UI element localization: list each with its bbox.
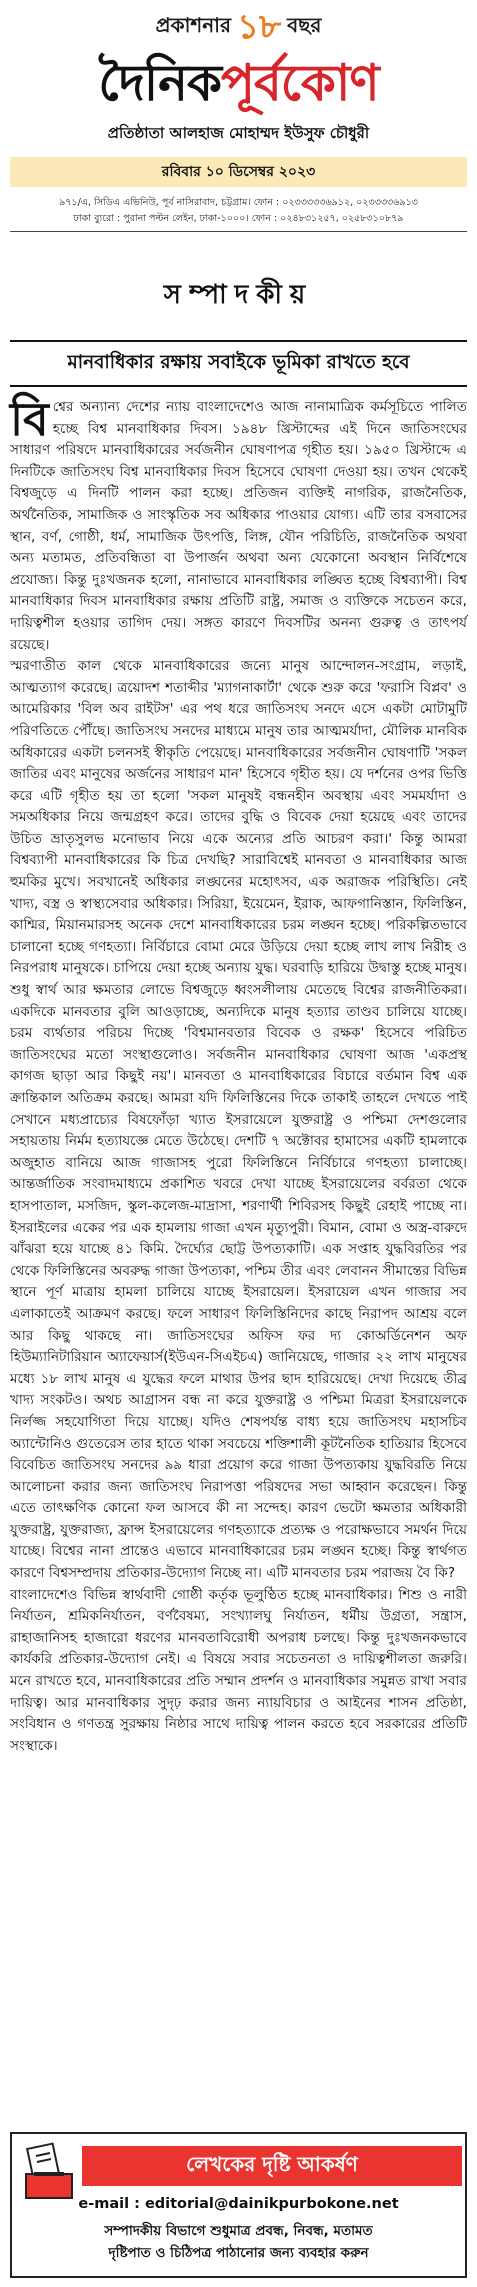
paragraph-text: শ্বের অন্যান্য দেশের ন্যায় বাংলাদেশেও আজ নানামাত্রিক কর্মসূচিতে পালিত হচ্ছে বিশ্ব মানবাধিকার দিবস। ১৯৪৮ খ্রিস্টাব্দের এই দিনে জাতিসংঘের সাধারণ পরিষদে মানবাধিকারের সর্বজনীন ঘোষণাপত্র গৃহীত হয়। ১৯৫০ খ্রিস্টাব্দে এ দিনটিকে জাতিসংঘ বিশ্ব মানবাধিকার দিবস হিসেবে ঘোষণা দেওয়া হয়। তখন থেকেই বিশ্বজুড়ে এ দিনটি পালন করা হচ্ছে। প্রতিজন ব্যক্তিই নাগরিক, রাজনৈতিক, অর্থনৈতিক, সামাজিক ও সাংস্কৃতিক সব অধিকার পাওয়ার যোগ্য। এটি তার বসবাসের স্থান, বর্ণ, গোষ্ঠী, ধর্ম, সামাজিক উৎপত্তি, লিঙ্গ, যৌন পরিচিতি, রাজনৈতিক অথবা অন্য মতামত, প্রতিবন্ধিতা বা উপার্জন অথবা অন্য যেকোনো অবস্থান নির্বিশেষে প্রযোজ্য। কিন্তু দুঃখজনক হলো, নানাভাবে মানবাধিকার লঙ্ঘিত হচ্ছে বিশ্বব্যাপী। বিশ্ব মানবাধিকার দিবস মানবাধিকার রক্ষায় প্রতিটি রাষ্ট্র, সমাজ ও ব্যক্তিকে সচেতন করে, দায়িত্বশীল হওয়ার তাগিদ দেয়। সঙ্গত কারণে দিবসটির অনন্য গুরুত্ব ও তাৎপর্য রয়েছে। — [10, 399, 467, 653]
paragraph — [10, 392, 467, 656]
notice-line: সম্পাদকীয় বিভাগে শুধুমাত্র প্রবন্ধ, নিবন্ধ, মতামত — [104, 2223, 373, 2239]
anniversary-suffix: বছর — [287, 12, 322, 37]
writer-notice-box — [10, 2132, 467, 2278]
logo-word-purbokone: পূর্বকোণ — [221, 54, 379, 112]
paragraph: স্মরণাতীত কাল থেকে মানবাধিকারের জন্যে মানুষ আন্দোলন-সংগ্রাম, লড়াই, আত্মত্যাগ করেছে। ত্রয়োদশ শতাব্দীর 'ম্যাগনাকার্টা' থেকে শুরু করে 'ফরাসি বিপ্লব' ও আমেরিকার 'বিল অব রাইটস' এর পথ ধরে জাতিসংঘ সনদে এসে একটা মোটামুটি পরিণতিতে পৌঁছে। জাতিসংঘ সনদের মাধ্যমে মানুষ তার আত্মমর্যাদা, মৌলিক মানবিক অধিকারের একটা চলনসই স্বীকৃতি পেয়েছে। মানবাধিকারের সর্বজনীন ঘোষণাটি 'সকল জাতির এবং মানুষের অর্জনের সাধারণ মান' হিসেবে গৃহীত হয়। যে দর্শনের ওপর ভিত্তি করে এটি গৃহীত হয় তা হলো 'সকল মানুষই বন্ধনহীন অবস্থায় এবং সমমর্যাদা ও সমঅধিকার নিয়ে জন্মগ্রহণ করে। তাদের বুদ্ধি ও বিবেক দেয়া হয়েছে এবং তাদের উচিত ভ্রাতৃসুলভ মনোভাব নিয়ে একে অন্যের প্রতি আচরণ করা।' কিন্তু আমরা বিশ্বব্যাপী মানবাধিকারের কি চিত্র দেখছি? সারাবিশ্বেই মানবতা ও মানবাধিকার আজ হুমকির মুখে। সবখানেই অধিকার লঙ্ঘনের মহোৎসব, এক অরাজক পরিস্থিতি। নেই খাদ্য, বস্ত্র ও স্বাস্থ্যসেবার অধিকার। সিরিয়া, ইয়েমেন, ইরাক, আফগানিস্তান, ফিলিস্তিন, কাশ্মির, মিয়ানমারসহ অনেক দেশে মানবাধিকারের চরম লঙ্ঘন হচ্ছে। পরিকল্পিতভাবে চালানো হচ্ছে গণহত্যা। নির্বিচারে বোমা মেরে উড়িয়ে দেয়া হচ্ছে লাখ লাখ নিরীহ ও নিরপরাধ মানুষকে। চাপিয়ে দেয়া হচ্ছে অন্যায় যুদ্ধ। ঘরবাড়ি হারিয়ে উদ্বাস্তু হচ্ছে মানুষ। শুধু স্বার্থ আর ক্ষমতার লোভে বিশ্বজুড়ে ধ্বংসলীলায় মেতেছে বিশ্বের রাজনীতিকরা। একদিকে মানবতার বুলি আওড়াচ্ছে, অন্যদিকে মানুষ হত্যার তাণ্ডব চালিয়ে যাচ্ছে। চরম ব্যর্থতার পরিচয় দিচ্ছে 'বিশ্বমানবতার বিবেক ও রক্ষক' হিসেবে পরিচিত জাতিসংঘের মতো সংস্থাগুলোও। সর্বজনীন মানবাধিকার ঘোষণা আজ 'একপ্রস্থ কাগজ ছাড়া আর কিছুই নয়'। মানবতা ও মানবাধিকারের বিচারে বর্তমান বিশ্ব এক ক্রান্তিকাল অতিক্রম করছে। আমরা যদি ফিলিস্তিনের দিকে তাকাই তাহলে দেখতে পাই সেখানে মধ্যপ্রাচ্যের বিষফোঁড়া খ্যাত ইসরায়েলে যুক্তরাষ্ট্র ও পশ্চিমা দেশগুলোর সহায়তায় নির্মম হত্যাযজ্ঞে মেতে উঠেছে। দেশটি ৭ অক্টোবর হামাসের একটি হামলাকে অজুহাত বানিয়ে আজ গাজাসহ পুরো ফিলিস্তিনে নির্বিচারে গণহত্যা চালাচ্ছে। আন্তর্জাতিক সংবাদমাধ্যমে প্রকাশিত খবরে দেখা যাচ্ছে ইসরায়েলের বর্বরতা থেকে হাসপাতাল, মসজিদ, স্কুল-কলেজ-মাদ্রাসা, শরণার্থী শিবিরসহ কিছুই রেহাই পাচ্ছে না। ইসরাইলের একের পর এক হামলায় গাজা এখন মৃত্যুপুরী। বিমান, বোমা ও অস্ত্র-বারুদে ঝাঁঝরা হয়ে যাচ্ছে ৪১ কিমি. দৈর্ঘ্যের ছোট্ট উপত্যকাটি। এক সপ্তাহ যুদ্ধবিরতির পর থেকে ফিলিস্তিনের অবরুদ্ধ গাজা উপত্যকা, পশ্চিম তীর এবং লেবানন সীমান্তের বিভিন্ন স্থানে পূর্ণ মাত্রায় হামলা চালিয়ে যাচ্ছে ইসরায়েল। ইসরায়েল এখন গাজার সব এলাকাতেই আক্রমণ করছে। ফলে সাধারণ ফিলিস্তিনিদের কাছে নিরাপদ আশ্রয় বলে আর কিছু থাকছে না। জাতিসংঘের অফিস ফর দ্য কোঅর্ডিনেশন অফ হিউম্যানিটারিয়ান অ্যাফেয়ার্স(ইউএন-সিএইচএ) জানিয়েছে, গাজার ২২ লাখ মানুষের মধ্যে ১৮ লাখ মানুষ এ যুদ্ধের ফলে মাথার উপর ছাদ হারিয়েছে। দেখা দিয়েছে তীব্র খাদ্য সংকটও। অথচ আগ্রাসন বন্ধ না করে যুক্তরাষ্ট্র ও পশ্চিমা মিত্ররা ইসরায়েলকে নির্লজ্জ সহযোগিতা দিয়ে যাচ্ছে। যদিও শেষপর্যন্ত বাধ্য হয়ে জাতিসংঘ মহাসচিব অ্যান্টোনিও গুতেরেস তার হাতে থাকা সবচেয়ে শক্তিশালী কূটনৈতিক হাতিয়ার হিসেবে বিবেচিত জাতিসংঘ সনদের ৯৯ ধারা প্রয়োগ করে গাজা উপত্যকায় যুদ্ধবিরতি নিয়ে আলোচনা করার জন্য জাতিসংঘ নিরাপত্তা পরিষদের সভা আহ্বান করেছেন। কিন্তু এতে তাৎক্ষণিক কোনো ফল আসবে কী না সন্দেহ। কারণ ভেটো ক্ষমতার অধিকারী যুক্তরাষ্ট্র, যুক্তরাজ্য, ফ্রান্স ইসরায়েলের গণহত্যাকে প্রত্যক্ষ ও পরোক্ষভাবে সমর্থন দিয়ে যাচ্ছে। বিশ্বের নানা প্রান্তেও এভাবে মানবাধিকারের চরম লঙ্ঘন হচ্ছে। কিন্তু স্বার্থগত কারণে বিশ্বসম্প্রদায় প্রতিকার-উদ্যোগ নিচ্ছে না। এটি মানবতার চরম পরাজয় বৈ কি? — [10, 658, 467, 1582]
notice-banner: লেখকের দৃষ্টি আকর্ষণ — [82, 2146, 462, 2186]
drop-cap: বি — [10, 392, 49, 446]
address-block — [10, 195, 467, 227]
masthead — [0, 0, 477, 232]
ballot-box-icon — [22, 2142, 78, 2202]
anniversary-prefix: প্রকাশনার — [155, 12, 231, 37]
address-line-dhaka: ঢাকা ব্যুরো : পুরানা পল্টন লেইন, ঢাকা-১০০০। ফোন : ০২৪৮৩১২৫৭, ০২৫৮৩১০৮৭৯ — [73, 213, 404, 224]
anniversary-line — [0, 7, 477, 47]
section-heading: সম্পাদকীয় — [163, 280, 314, 310]
address-line-main: ৯৭১/এ, সিডিএ এভিনিউ, পূর্ব নাসিরাবাদ, চট্টগ্রাম। ফোন : ০২৩৩৩৩৩৬৯১২, ০২৩৩৩৩৬৯১৩ — [59, 197, 418, 208]
notice-text — [12, 2220, 465, 2264]
newspaper-logo[interactable] — [0, 46, 477, 112]
notice-line: দৃষ্টিপাত ও চিঠিপত্র পাঠানোর জন্য ব্যবহার করুন — [108, 2245, 369, 2261]
paragraph: বাংলাদেশেও বিভিন্ন স্বার্থবাদী গোষ্ঠী কর্তৃক ভূলুণ্ঠিত হচ্ছে মানবাধিকার। শিশু ও নারী নির্যাতন, শ্রমিকনির্যাতন, বর্ণবৈষম্য, সংখ্যালঘু নির্যাতন, ধর্মীয় উগ্রতা, সন্ত্রাস, রাহাজানিসহ হাজারো ধরণের মানবতাবিরোধী অপরাধ চলছে। কিন্তু দুঃখজনকভাবে কার্যকরি প্রতিকার-উদ্যোগ নেই। এ বিষয়ে সবার সচেতনতা ও দায়িত্বশীলতা জরুরি। মনে রাখতে হবে, মানবাধিকারের প্রতি সম্মান প্রদর্শন ও মানবাধিকার সমুন্নত রাখা সবার দায়িত্ব। আর মানবাধিকার সুদৃঢ় করার জন্য ন্যায়বিচার ও আইনের শাসন প্রতিষ্ঠা, সংবিধান ও গণতন্ত্র সুরক্ষায় নিষ্ঠার সাথে দায়িত্ব পালন করতে হবে সরকারের প্রতিটি সংস্থাকে। — [10, 1586, 467, 1754]
anniversary-number: ১৮ — [236, 7, 282, 47]
article-headline: মানবাধিকার রক্ষায় সবাইকে ভূমিকা রাখতে হবে — [10, 340, 467, 387]
founder-line: প্রতিষ্ঠাতা আলহাজ মোহাম্মদ ইউসুফ চৌধুরী — [107, 124, 370, 142]
article-body — [10, 392, 467, 1757]
divider — [10, 231, 467, 232]
editorial-email-link[interactable]: e-mail : editorial@dainikpurbokone.net — [78, 2196, 399, 2212]
issue-date: রবিবার ১০ ডিসেম্বর ২০২৩ — [10, 157, 467, 187]
logo-word-dainik: দৈনিক — [98, 54, 222, 112]
